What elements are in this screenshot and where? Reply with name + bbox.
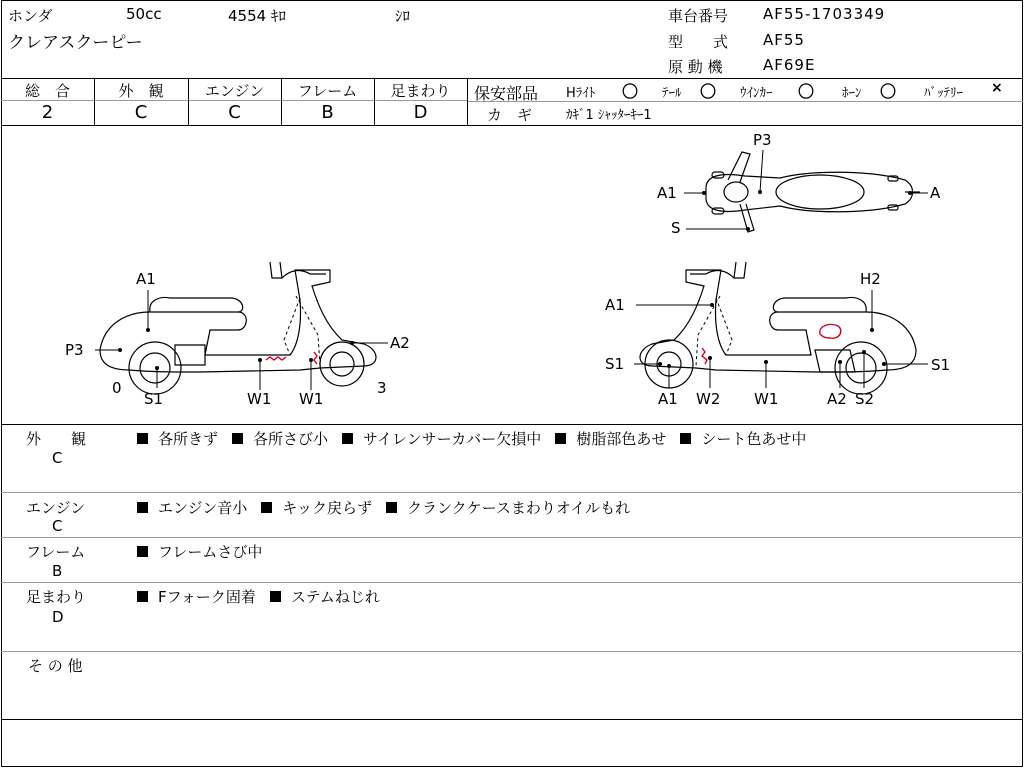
bullet-icon <box>232 433 243 444</box>
safety-mark-winker: 〇 <box>798 82 815 101</box>
note-grade-frame: B <box>52 562 63 580</box>
label-left-s1: S1 <box>144 390 164 408</box>
safety-item-battery: ﾊﾞｯﾃﾘｰ <box>924 86 963 101</box>
note-item: クランクケースまわりオイルもれ <box>406 499 631 517</box>
note-label-engine: エンジン <box>26 499 86 517</box>
mileage: 4554 ｷﾛ <box>228 7 286 25</box>
divider <box>1 719 1023 720</box>
maker: ホンダ <box>8 7 53 25</box>
label-right-a1: A1 <box>605 296 625 314</box>
label-top-a: A <box>930 184 941 202</box>
note-item: キック戻らず <box>282 499 372 517</box>
note-label-other: そ の 他 <box>28 657 83 675</box>
label-left-3: 3 <box>377 379 387 397</box>
grade-value-exterior: C <box>134 102 148 123</box>
label-left-a2: A2 <box>390 334 410 352</box>
label-left-0: 0 <box>112 379 122 397</box>
grade-value-overall: 2 <box>41 102 54 123</box>
label-left-w1a: W1 <box>247 390 272 408</box>
note-label-frame: フレーム <box>26 543 86 561</box>
note-item: サイレンサーカバー欠損中 <box>363 430 542 448</box>
label-right-a2: A2 <box>827 390 847 408</box>
note-label-exterior: 外 観 <box>26 430 87 448</box>
bullet-icon <box>555 433 566 444</box>
label-top-s: S <box>671 219 681 237</box>
grade-label-exterior: 外 観 <box>118 82 164 100</box>
note-item: ステムねじれ <box>290 588 380 606</box>
note-item: Fフォーク固着 <box>158 588 256 606</box>
grade-value-engine: C <box>228 102 241 123</box>
note-items-engine <box>137 497 644 518</box>
bullet-icon <box>342 433 353 444</box>
note-items-exterior <box>137 428 820 449</box>
note-item: 樹脂部色あせ <box>576 430 667 448</box>
label-right-s1-left: S1 <box>605 355 625 373</box>
bullet-icon <box>261 502 272 513</box>
bullet-icon <box>270 591 281 602</box>
note-items-suspension <box>137 586 394 607</box>
safety-mark-battery: × <box>991 80 1003 96</box>
grade-label-frame: フレーム <box>297 82 358 100</box>
frame-number-value: AF55-1703349 <box>763 5 886 23</box>
bullet-icon <box>680 433 691 444</box>
bullet-icon <box>137 546 148 557</box>
label-left-a1: A1 <box>136 270 156 288</box>
grade-label-engine: エンジン <box>204 82 265 100</box>
label-right-w1: W1 <box>754 390 779 408</box>
note-item: エンジン音小 <box>158 499 248 517</box>
grade-label-suspension: 足まわり <box>390 82 451 100</box>
divider <box>1 651 1023 652</box>
safety-item-headlight: Hﾗｲﾄ <box>566 86 596 101</box>
label-right-a1b: A1 <box>658 390 678 408</box>
model-type-value: AF55 <box>763 31 805 49</box>
divider <box>1 492 1023 493</box>
bullet-icon <box>137 433 148 444</box>
label-top-a1: A1 <box>657 184 677 202</box>
safety-item-taillight: ﾃｰﾙ <box>662 86 682 101</box>
body-color: ｼﾛ <box>395 7 411 25</box>
label-left-p3: P3 <box>65 341 84 359</box>
note-label-suspension: 足まわり <box>26 588 87 606</box>
note-item: 各所きず <box>158 430 219 448</box>
engine-type-label: 原 動 機 <box>668 58 723 76</box>
frame-number-label: 車台番号 <box>668 7 729 25</box>
safety-mark-headlight: 〇 <box>622 82 639 101</box>
divider <box>1 537 1023 538</box>
grade-value-frame: B <box>321 102 334 123</box>
label-right-s2: S2 <box>855 390 875 408</box>
label-right-s1-right: S1 <box>931 356 951 374</box>
displacement: 50cc <box>126 5 162 23</box>
grade-label-overall: 総 合 <box>24 82 70 100</box>
safety-label: 保安部品 <box>474 84 539 103</box>
note-grade-suspension: D <box>52 608 64 626</box>
key-value: ｶｷﾞ1 ｼｬｯﾀｰｷｰ1 <box>566 108 652 123</box>
note-items-frame <box>137 541 276 562</box>
engine-type-value: AF69E <box>763 56 816 74</box>
scooter-top-view <box>706 152 920 232</box>
note-item: フレームさび中 <box>158 543 263 561</box>
bullet-icon <box>137 502 148 513</box>
key-label: カ ギ <box>487 106 533 124</box>
divider <box>1 582 1023 583</box>
label-left-w1b: W1 <box>299 390 324 408</box>
bullet-icon <box>137 591 148 602</box>
note-item: シート色あせ中 <box>701 430 807 448</box>
note-item: 各所さび小 <box>253 430 329 448</box>
safety-item-horn: ﾎｰﾝ <box>842 86 862 101</box>
safety-item-winker: ｳｲﾝｶｰ <box>740 86 773 101</box>
model-type-label: 型 式 <box>668 33 729 51</box>
bullet-icon <box>386 502 397 513</box>
safety-mark-horn: 〇 <box>880 82 897 101</box>
label-right-h2: H2 <box>860 270 881 288</box>
note-grade-engine: C <box>52 517 63 535</box>
grade-value-suspension: D <box>413 102 428 123</box>
label-top-p3: P3 <box>753 131 772 149</box>
note-grade-exterior: C <box>52 449 63 467</box>
safety-mark-taillight: 〇 <box>700 82 717 101</box>
model-name: クレアスクーピー <box>8 33 143 53</box>
label-right-w2: W2 <box>696 390 721 408</box>
